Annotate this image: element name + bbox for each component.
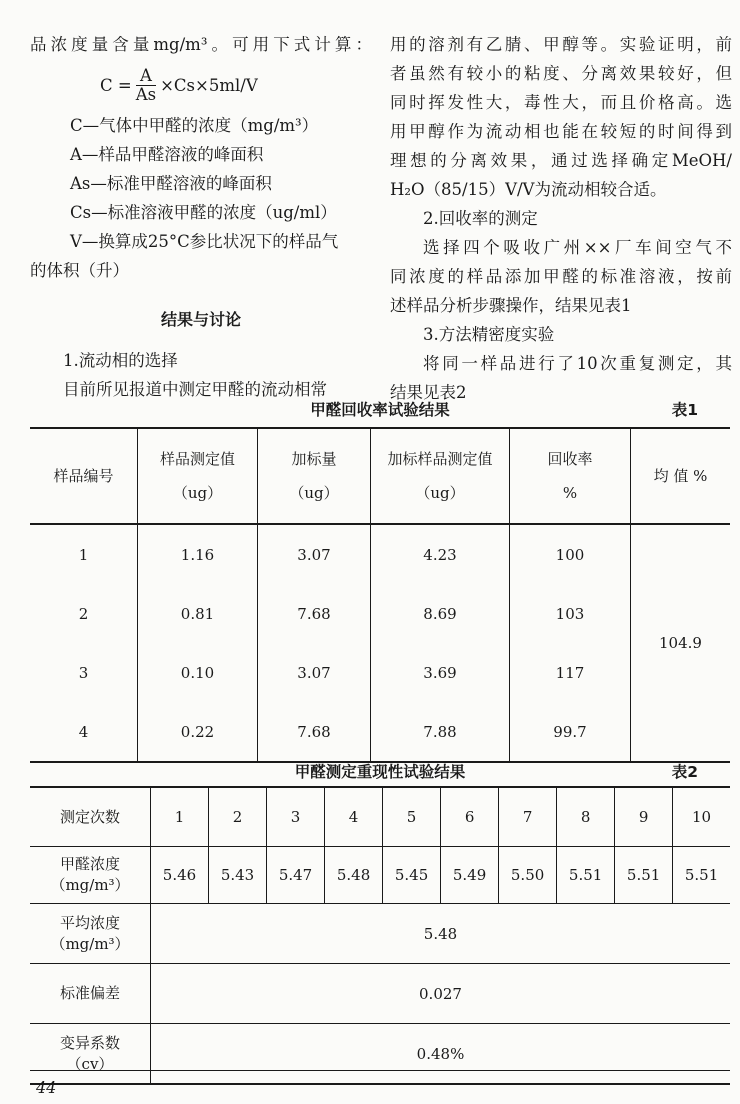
table1-header-cell: 均 值 % — [631, 428, 731, 524]
table1-number: 表1 — [671, 401, 698, 419]
table2-cell: 8 — [557, 787, 615, 847]
body-line: 选择四个吸收广州××厂车间空气不 — [423, 238, 732, 257]
table1-cell: 100 — [510, 524, 631, 584]
table2-cell: 6 — [441, 787, 499, 847]
table2-mean-value: 5.48 — [151, 904, 731, 964]
subsection-3-title: 3.方法精密度实验 — [423, 325, 555, 344]
table1-cell: 3.07 — [258, 524, 371, 584]
table1-cell: 7.68 — [258, 584, 371, 643]
table1-cell: 3 — [30, 643, 138, 702]
table2-cell: 10 — [673, 787, 730, 847]
table-row — [30, 584, 730, 643]
table1-header-row — [30, 428, 730, 524]
body-line: H₂O（85/15）V/V为流动相较合适。 — [390, 180, 667, 199]
table2-cell: 5 — [383, 787, 441, 847]
table2-cell: 5.45 — [383, 847, 441, 904]
table-row — [30, 787, 730, 847]
page-number: 44 — [36, 1078, 57, 1097]
table2-cell: 7 — [499, 787, 557, 847]
body-line: 将同一样品进行了10次重复测定，其 — [423, 354, 732, 373]
left-column — [30, 30, 372, 404]
table2-cell: 5.51 — [557, 847, 615, 904]
table2-cell: 5.51 — [615, 847, 673, 904]
table-row — [30, 524, 730, 584]
table-row — [30, 847, 730, 904]
body-line: 结果见表2 — [390, 383, 467, 402]
table1-cell: 1.16 — [138, 524, 258, 584]
table2-number: 表2 — [671, 763, 698, 781]
table1-cell: 7.68 — [258, 702, 371, 762]
table2-title: 甲醛测定重现性试验结果 — [294, 763, 466, 781]
table2-cell: 2 — [209, 787, 267, 847]
table2-cell: 9 — [615, 787, 673, 847]
table2-cell: 5.43 — [209, 847, 267, 904]
reproducibility-table — [30, 786, 730, 1085]
formula-numerator: A — [136, 67, 156, 86]
intro-line: 品浓度量含量mg/m³。可用下式计算： — [30, 35, 372, 54]
body-line: 用的溶剂有乙腈、甲醇等。实验证明，前 — [390, 35, 732, 54]
table2-row-label: 甲醛浓度 （mg/m³） — [30, 847, 151, 904]
table2-cell: 5.49 — [441, 847, 499, 904]
table1-header-cell: 回收率 % — [510, 428, 631, 524]
table2-row-label: 标准偏差 — [30, 964, 151, 1024]
definition-v-line1: V—换算成25°C参比状况下的样品气 — [70, 232, 339, 251]
table1-header-cell: 样品测定值 （ug） — [138, 428, 258, 524]
table1-cell: 0.22 — [138, 702, 258, 762]
recovery-table — [30, 427, 730, 763]
definition-as: As—标准甲醛溶液的峰面积 — [70, 174, 272, 193]
formula-rest: ×Cs×5ml/V — [160, 75, 258, 95]
table1-cell: 3.07 — [258, 643, 371, 702]
definition-a: A—样品甲醛溶液的峰面积 — [70, 145, 264, 164]
table1-title: 甲醛回收率试验结果 — [310, 401, 450, 419]
footer-rule — [30, 1070, 730, 1071]
formula — [30, 59, 372, 111]
table1-cell: 2 — [30, 584, 138, 643]
table2-cv-value: 0.48% — [151, 1024, 731, 1085]
body-line: 同时挥发性大，毒性大，而且价格高。选 — [390, 93, 732, 112]
table-row — [30, 702, 730, 762]
table2-row-label: 平均浓度 （mg/m³） — [30, 904, 151, 964]
table1-cell: 4 — [30, 702, 138, 762]
subsection-1-title: 1.流动相的选择 — [63, 351, 178, 370]
table2-cell: 1 — [151, 787, 209, 847]
table2-cell: 5.51 — [673, 847, 730, 904]
table1-cell: 8.69 — [371, 584, 510, 643]
subsection-2-title: 2.回收率的测定 — [423, 209, 538, 228]
table1-cell: 117 — [510, 643, 631, 702]
table2-cell: 5.46 — [151, 847, 209, 904]
table2-cell: 3 — [267, 787, 325, 847]
subsection-1-text: 目前所见报道中测定甲醛的流动相常 — [63, 380, 327, 399]
table1-header-cell: 样品编号 — [30, 428, 138, 524]
table1-cell: 0.10 — [138, 643, 258, 702]
table2-row-label: 变异系数 （cv） — [30, 1024, 151, 1085]
table-row — [30, 904, 730, 964]
table2-cell: 5.47 — [267, 847, 325, 904]
table2-cell: 5.50 — [499, 847, 557, 904]
table1-cell: 3.69 — [371, 643, 510, 702]
table2-sd-value: 0.027 — [151, 964, 731, 1024]
table2-cell: 5.48 — [325, 847, 383, 904]
body-line: 理想的分离效果，通过选择确定MeOH/ — [390, 151, 732, 170]
definition-v-line2: 的体积（升） — [30, 261, 129, 280]
table1-cell: 103 — [510, 584, 631, 643]
table2-row-label: 测定次数 — [30, 787, 151, 847]
right-column — [390, 30, 732, 407]
table1-cell: 7.88 — [371, 702, 510, 762]
formula-lhs: C = — [100, 75, 132, 95]
section-heading: 结果与讨论 — [160, 310, 241, 329]
formula-denominator: As — [135, 84, 157, 104]
table1-mean-cell: 104.9 — [631, 524, 731, 762]
table1-cell: 1 — [30, 524, 138, 584]
definition-cs: Cs—标准溶液甲醛的浓度（ug/ml） — [70, 203, 337, 222]
table1-header-cell: 加标样品测定值 （ug） — [371, 428, 510, 524]
definition-c: C—气体中甲醛的浓度（mg/m³） — [70, 116, 319, 135]
body-line: 用甲醇作为流动相也能在较短的时间得到 — [390, 122, 732, 141]
table1-cell: 4.23 — [371, 524, 510, 584]
body-line: 同浓度的样品添加甲醛的标准溶液，按前 — [390, 267, 732, 286]
table1-cell: 0.81 — [138, 584, 258, 643]
body-line: 者虽然有较小的粘度、分离效果较好，但 — [390, 64, 732, 83]
table1-header-cell: 加标量 （ug） — [258, 428, 371, 524]
table-row — [30, 1024, 730, 1085]
table1-cell: 99.7 — [510, 702, 631, 762]
table-row — [30, 643, 730, 702]
table2-cell: 4 — [325, 787, 383, 847]
formula-fraction — [136, 67, 156, 104]
table-row — [30, 964, 730, 1024]
body-line: 述样品分析步骤操作，结果见表1 — [390, 296, 632, 315]
